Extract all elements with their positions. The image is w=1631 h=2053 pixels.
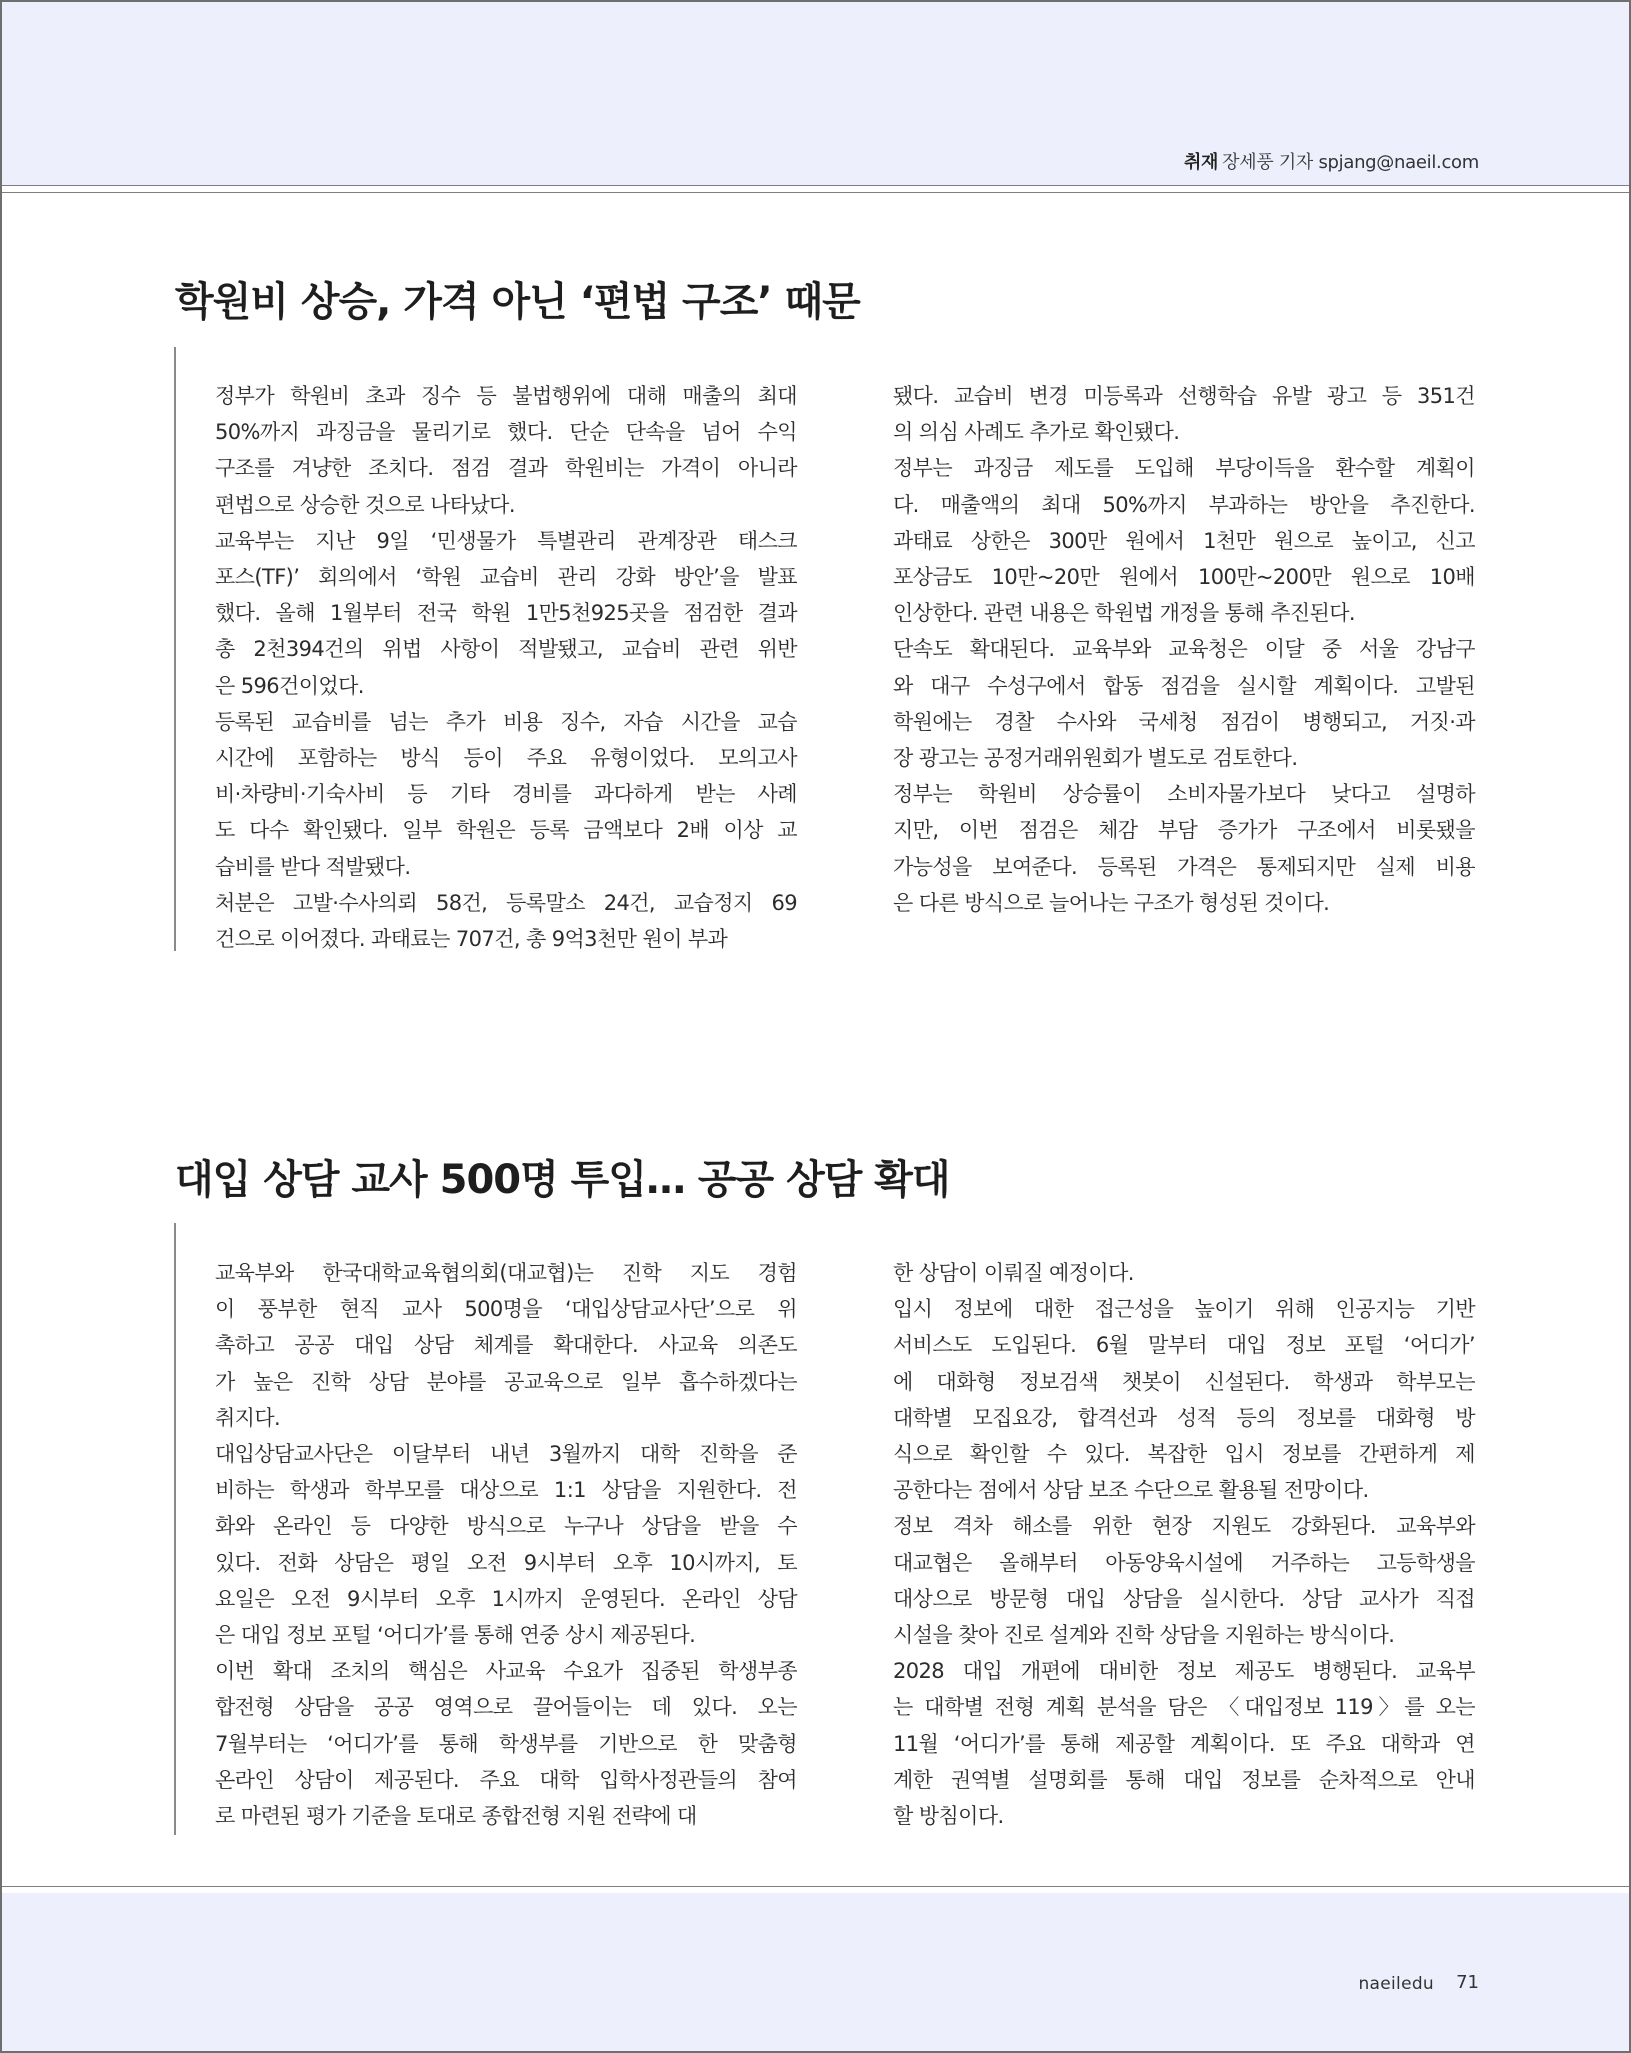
text-line: 촉하고 공공 대입 상담 체계를 확대한다. 사교육 의존도 xyxy=(215,1333,797,1358)
header-rule xyxy=(2,185,1629,186)
reporter-credit xyxy=(1184,148,1479,174)
paragraph xyxy=(893,1653,1475,1834)
text-line: 대교협은 올해부터 아동양육시설에 거주하는 고등학생을 xyxy=(893,1550,1475,1575)
article2-column-right xyxy=(893,1255,1475,1834)
header-rule-inner xyxy=(2,192,1629,193)
text-line: 할 방침이다. xyxy=(893,1804,1004,1829)
text-line: 7월부터는 ‘어디가’를 통해 학생부를 기반으로 한 맞춤형 xyxy=(215,1731,797,1756)
text-line: 장 광고는 공정거래위원회가 별도로 검토한다. xyxy=(893,746,1298,771)
text-line: 식으로 확인할 수 있다. 복잡한 입시 정보를 간편하게 제 xyxy=(893,1442,1475,1467)
text-line: 정부는 과징금 제도를 도입해 부당이득을 환수할 계획이 xyxy=(893,456,1475,481)
text-line: 화와 온라인 등 다양한 방식으로 누구나 상담을 받을 수 xyxy=(215,1514,797,1539)
text-line: 비하는 학생과 학부모를 대상으로 1:1 상담을 지원한다. 전 xyxy=(215,1478,797,1503)
text-line: 의 의심 사례도 추가로 확인됐다. xyxy=(893,420,1180,445)
text-line: 는 대학별 전형 계획 분석을 담은 〈대입정보 119〉를 오는 xyxy=(893,1695,1475,1720)
text-line: 이번 확대 조치의 핵심은 사교육 수요가 집중된 학생부종 xyxy=(215,1659,797,1684)
paragraph xyxy=(893,378,1475,450)
paragraph xyxy=(893,450,1475,631)
text-line: 정부는 학원비 상승률이 소비자물가보다 낮다고 설명하 xyxy=(893,782,1475,807)
text-line: 취지다. xyxy=(215,1405,281,1430)
article2-side-bar xyxy=(174,1223,176,1835)
text-line: 2028 대입 개편에 대비한 정보 제공도 병행된다. 교육부 xyxy=(893,1659,1475,1684)
paragraph xyxy=(215,1255,797,1436)
text-line: 구조를 겨냥한 조치다. 점검 결과 학원비는 가격이 아니라 xyxy=(215,456,797,481)
text-line: 온라인 상담이 제공된다. 주요 대학 입학사정관들의 참여 xyxy=(215,1767,797,1792)
text-line: 대학별 모집요강, 합격선과 성적 등의 정보를 대화형 방 xyxy=(893,1405,1475,1430)
text-line: 50%까지 과징금을 물리기로 했다. 단순 단속을 넘어 수익 xyxy=(215,420,797,445)
article1-side-bar xyxy=(174,347,176,951)
paragraph xyxy=(215,378,797,523)
page-number: 71 xyxy=(1456,1972,1479,1993)
text-line: 요일은 오전 9시부터 오후 1시까지 운영된다. 온라인 상담 xyxy=(215,1586,797,1611)
footer-rule-inner xyxy=(2,1886,1629,1887)
text-line: 교육부와 한국대학교육협의회(대교협)는 진학 지도 경험 xyxy=(215,1261,797,1285)
article2-headline: 대입 상담 교사 500명 투입… 공공 상담 확대 xyxy=(175,1157,950,1203)
reporter-label: 취재 xyxy=(1183,152,1219,173)
text-line: 에 대화형 정보검색 챗봇이 신설된다. 학생과 학부모는 xyxy=(893,1369,1475,1394)
text-line: 처분은 고발·수사의뢰 58건, 등록말소 24건, 교습정지 69 xyxy=(215,890,797,915)
article1-headline: 학원비 상승, 가격 아닌 ‘편법 구조’ 때문 xyxy=(175,279,860,325)
text-line: 가 높은 진학 상담 분야를 공교육으로 일부 흡수하겠다는 xyxy=(215,1369,797,1394)
text-line: 공한다는 점에서 상담 보조 수단으로 활용될 전망이다. xyxy=(893,1478,1369,1503)
text-line: 총 2천394건의 위법 사항이 적발됐고, 교습비 관련 위반 xyxy=(215,637,797,662)
text-line: 포상금도 10만~20만 원에서 100만~200만 원으로 10배 xyxy=(893,565,1475,590)
text-line: 정부가 학원비 초과 징수 등 불법행위에 대해 매출의 최대 xyxy=(215,384,797,408)
text-line: 다. 매출액의 최대 50%까지 부과하는 방안을 추진한다. xyxy=(893,492,1475,517)
footer-band xyxy=(2,1893,1629,2051)
paragraph xyxy=(215,885,797,957)
paragraph xyxy=(893,776,1475,921)
paragraph xyxy=(893,1508,1475,1653)
text-line: 편법으로 상승한 것으로 나타났다. xyxy=(215,492,515,517)
text-line: 한 상담이 이뤄질 예정이다. xyxy=(893,1261,1134,1285)
text-line: 포스(TF)’ 회의에서 ‘학원 교습비 관리 강화 방안’을 발표 xyxy=(215,565,797,590)
text-line: 습비를 받다 적발됐다. xyxy=(215,854,411,879)
text-line: 비·차량비·기숙사비 등 기타 경비를 과다하게 받는 사례 xyxy=(215,782,797,807)
paragraph xyxy=(215,523,797,704)
paragraph xyxy=(893,1291,1475,1508)
text-line: 합전형 상담을 공공 영역으로 끌어들이는 데 있다. 오는 xyxy=(215,1695,797,1720)
text-line: 도 다수 확인됐다. 일부 학원은 등록 금액보다 2배 이상 교 xyxy=(215,818,797,843)
paragraph xyxy=(893,631,1475,776)
text-line: 됐다. 교습비 변경 미등록과 선행학습 유발 광고 등 351건 xyxy=(893,384,1475,408)
text-line: 했다. 올해 1월부터 전국 학원 1만5천925곳을 점검한 결과 xyxy=(215,601,797,626)
article1-column-left xyxy=(215,378,797,957)
text-line: 입시 정보에 대한 접근성을 높이기 위해 인공지능 기반 xyxy=(893,1297,1475,1322)
article2-column-left xyxy=(215,1255,797,1834)
text-line: 은 대입 정보 포털 ‘어디가’를 통해 연중 상시 제공된다. xyxy=(215,1623,696,1648)
text-line: 지만, 이번 점검은 체감 부담 증가가 구조에서 비롯됐을 xyxy=(893,818,1475,843)
paragraph xyxy=(215,1653,797,1834)
reporter-text: 장세풍 기자 spjang@naeil.com xyxy=(1222,152,1479,173)
text-line: 건으로 이어졌다. 과태료는 707건, 총 9억3천만 원이 부과 xyxy=(215,927,728,952)
paragraph xyxy=(215,704,797,885)
article1-column-right xyxy=(893,378,1475,921)
paragraph xyxy=(893,1255,1475,1291)
footer-brand: naeiledu xyxy=(1358,1974,1434,1994)
text-line: 있다. 전화 상담은 평일 오전 9시부터 오후 10시까지, 토 xyxy=(215,1550,797,1575)
text-line: 가능성을 보여준다. 등록된 가격은 통제되지만 실제 비용 xyxy=(893,854,1475,879)
text-line: 시간에 포함하는 방식 등이 주요 유형이었다. 모의고사 xyxy=(215,746,797,771)
text-line: 계한 권역별 설명회를 통해 대입 정보를 순차적으로 안내 xyxy=(893,1767,1475,1792)
text-line: 로 마련된 평가 기준을 토대로 종합전형 지원 전략에 대 xyxy=(215,1804,697,1829)
text-line: 교육부는 지난 9일 ‘민생물가 특별관리 관계장관 태스크 xyxy=(215,528,797,553)
text-line: 11월 ‘어디가’를 통해 제공할 계획이다. 또 주요 대학과 연 xyxy=(893,1731,1475,1756)
text-line: 등록된 교습비를 넘는 추가 비용 징수, 자습 시간을 교습 xyxy=(215,709,797,734)
text-line: 은 다른 방식으로 늘어나는 구조가 형성된 것이다. xyxy=(893,890,1330,915)
text-line: 시설을 찾아 진로 설계와 진학 상담을 지원하는 방식이다. xyxy=(893,1623,1395,1648)
text-line: 학원에는 경찰 수사와 국세청 점검이 병행되고, 거짓·과 xyxy=(893,709,1475,734)
text-line: 서비스도 도입된다. 6월 말부터 대입 정보 포털 ‘어디가’ xyxy=(893,1333,1475,1358)
paragraph xyxy=(215,1436,797,1653)
text-line: 단속도 확대된다. 교육부와 교육청은 이달 중 서울 강남구 xyxy=(893,637,1475,662)
text-line: 대상으로 방문형 대입 상담을 실시한다. 상담 교사가 직접 xyxy=(893,1586,1475,1611)
text-line: 정보 격차 해소를 위한 현장 지원도 강화된다. 교육부와 xyxy=(893,1514,1475,1539)
text-line: 와 대구 수성구에서 합동 점검을 실시할 계획이다. 고발된 xyxy=(893,673,1475,698)
text-line: 은 596건이었다. xyxy=(215,673,364,698)
text-line: 인상한다. 관련 내용은 학원법 개정을 통해 추진된다. xyxy=(893,601,1356,626)
text-line: 과태료 상한은 300만 원에서 1천만 원으로 높이고, 신고 xyxy=(893,528,1475,553)
text-line: 대입상담교사단은 이달부터 내년 3월까지 대학 진학을 준 xyxy=(215,1442,797,1467)
text-line: 이 풍부한 현직 교사 500명을 ‘대입상담교사단’으로 위 xyxy=(215,1297,797,1322)
